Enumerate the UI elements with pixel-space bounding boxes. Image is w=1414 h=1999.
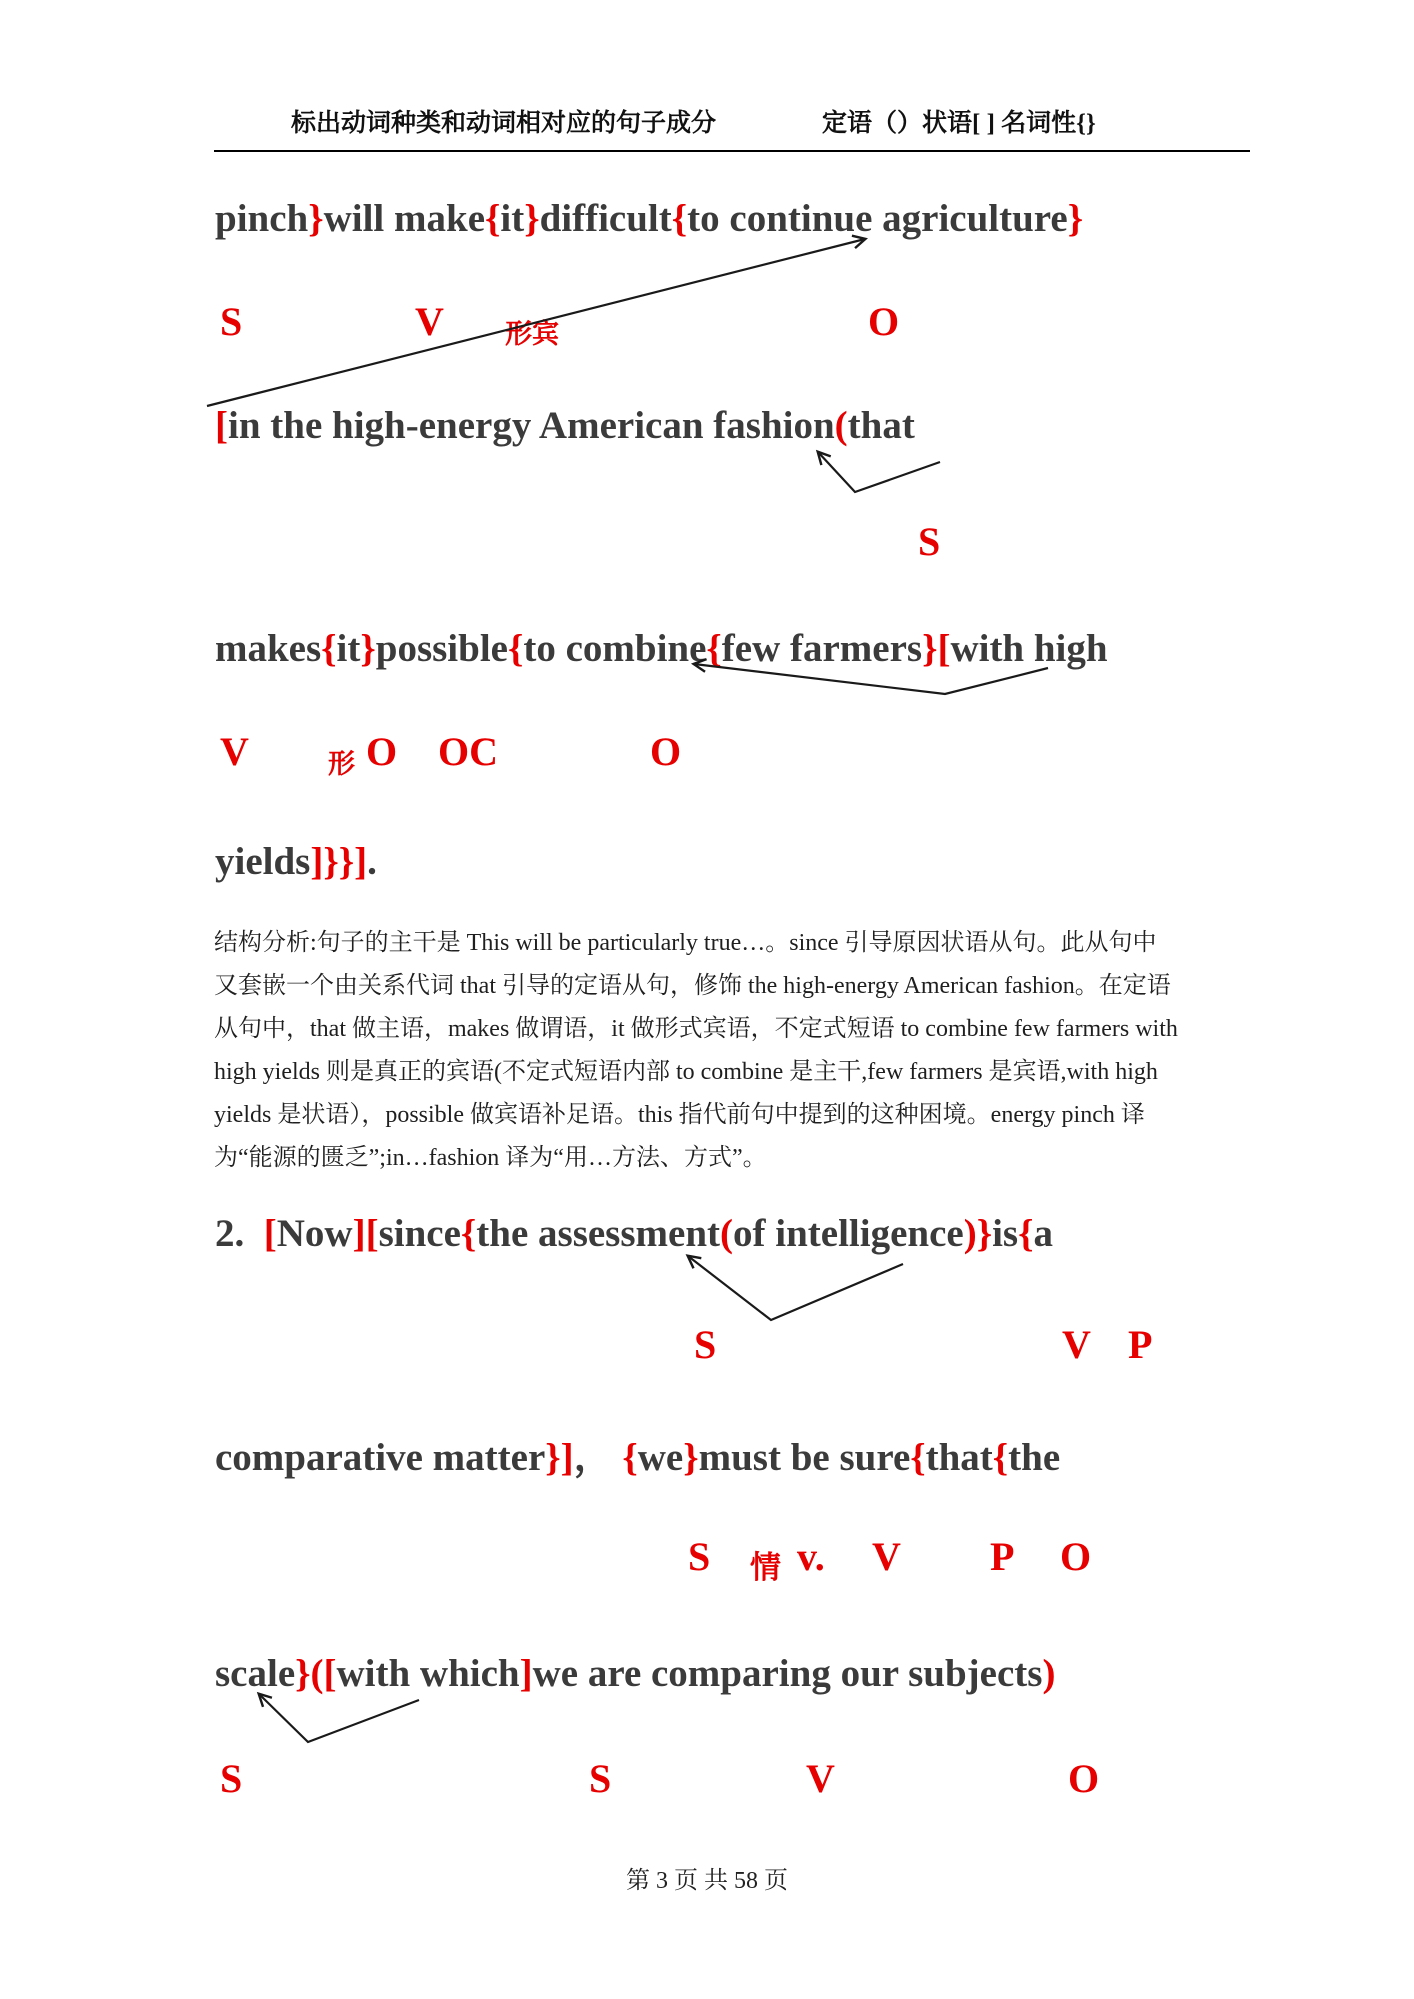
grammar-label: V [806,1756,835,1801]
bracket-mark: { [507,627,524,670]
grammar-label: S [589,1756,612,1801]
sentence-text: with high [950,627,1108,670]
sentence-text: must be sure [698,1436,911,1479]
grammar-label: V [415,299,444,344]
bracket-mark: { [622,1436,638,1479]
bracket-mark: { [1018,1212,1034,1255]
grammar-label: O [868,299,900,344]
sentence-text: difficult [539,197,672,240]
structure-analysis-paragraph [214,922,1178,1180]
bracket-mark: ] [519,1652,533,1695]
grammar-label: S [694,1322,717,1367]
bracket-mark: }[ [922,627,951,670]
bracket-mark: } [524,197,540,240]
bracket-mark: { [485,197,501,240]
grammar-label: P [1128,1322,1153,1367]
bracket-mark: } [1067,197,1084,240]
sentence-text: it [336,627,361,670]
grammar-label: O [650,729,682,774]
grammar-label: O [366,729,398,774]
bracket-mark: { [992,1436,1009,1479]
sentence-text: yields [215,840,311,883]
sentence-text: to continue agriculture [687,197,1068,240]
sentence-text: we are comparing our subjects [532,1652,1043,1695]
sentence-text: . [367,840,377,883]
analysis-line: 又套嵌一个由关系代词 that 引导的定语从句，修饰 the high-energy American fashion。在定语 [214,973,1171,999]
grammar-label: V [220,729,249,774]
sentence-text: of intelligence [733,1212,964,1255]
sentence-text: is [992,1212,1019,1255]
sentence-line-now [215,1211,1053,1256]
bracket-mark: ( [720,1212,734,1255]
grammar-label: v. [797,1534,825,1579]
sentence-line-pinch [215,196,1083,241]
sentence-text: in the high-energy American fashion [228,404,835,447]
grammar-label: 形 [328,749,355,779]
sentence-text: Now [276,1212,353,1255]
sentence-line-comparative [215,1426,1060,1482]
header-right-legend: 定语（）状语[ ] 名词性{} [822,110,1096,137]
bracket-mark: { [706,627,722,670]
bracket-mark: )} [963,1212,993,1255]
grammar-label: 形宾 [505,319,559,349]
bracket-mark: }] [545,1436,574,1479]
sentence-text: scale [215,1652,296,1695]
grammar-label: OC [438,729,498,774]
sentence-line-fashion [215,403,915,448]
analysis-line: 结构分析:句子的主干是 This will be particularly true…。since 引导原因状语从句。此从句中 [214,930,1157,956]
analysis-line: 从句中，that 做主语，makes 做谓语，it 做形式宾语，不定式短语 to combine few farmers with [214,1016,1178,1042]
sentence-text: makes [215,627,322,670]
sentence-line-makes [215,626,1108,671]
sentence-text: ， [573,1436,623,1479]
grammar-label: S [220,1756,243,1801]
bracket-mark: } [360,627,376,670]
bracket-mark: [ [263,1212,277,1255]
sentence-text: few farmers [721,627,923,670]
arrow-s-to-assessment [688,1256,903,1320]
sentence-text: the assessment [476,1212,721,1255]
sentence-text: to combine [523,627,707,670]
bracket-mark: } [683,1436,699,1479]
grammar-label: S [688,1534,711,1579]
sentence-text: will make [323,197,486,240]
bracket-mark: }([ [295,1652,337,1695]
bracket-mark: ) [1042,1652,1056,1695]
sentence-text: we [637,1436,684,1479]
grammar-label: O [1068,1756,1100,1801]
sentence-text: with which [336,1652,520,1695]
sentence-line-yields [215,839,377,884]
grammar-label: V [872,1534,901,1579]
grammar-label: V [1062,1322,1091,1367]
sentence-text: it [500,197,525,240]
arrow-s-to-scale [259,1694,419,1742]
sentence-text: that [925,1436,993,1479]
analysis-line: yields 是状语），possible 做宾语补足语。this 指代前句中提到的这种困境。energy pinch 译 [214,1102,1145,1128]
analysis-line: 为“能源的匮乏”;in…fashion 译为“用…方法、方式”。 [214,1145,767,1171]
grammar-label: O [1060,1534,1092,1579]
header-rule [214,150,1250,152]
analysis-line: high yields 则是真正的宾语(不定式短语内部 to combine 是主干,few farmers 是宾语,with high [214,1059,1158,1085]
bracket-mark: ][ [352,1212,379,1255]
grammar-label: S [220,299,243,344]
bracket-mark: } [308,197,324,240]
sentence-line-scale [215,1651,1055,1696]
bracket-mark: [ [215,404,228,447]
bracket-mark: { [671,197,688,240]
sentence-text: that [847,404,915,447]
sentence-text: comparative matter [215,1436,546,1479]
grammar-label: 情 [750,1550,781,1585]
sentence-text: possible [375,627,508,670]
sentence-text: since [378,1212,461,1255]
grammar-label: P [990,1534,1015,1579]
header-left-title: 标出动词种类和动词相对应的句子成分 [291,110,717,137]
bracket-mark: { [460,1212,477,1255]
grammar-label: S [918,519,941,564]
sentence-text: a [1033,1212,1053,1255]
bracket-mark: { [321,627,337,670]
bracket-mark: ( [834,404,848,447]
bracket-mark: { [910,1436,926,1479]
arrow-that-to-fashion [818,452,940,492]
sentence-text: the [1008,1436,1061,1479]
sentence-text: pinch [215,197,309,240]
page-number: 第 3 页 共 58 页 [626,1868,788,1894]
sentence-text: 2. [215,1212,264,1255]
bracket-mark: ]}}] [310,840,368,883]
